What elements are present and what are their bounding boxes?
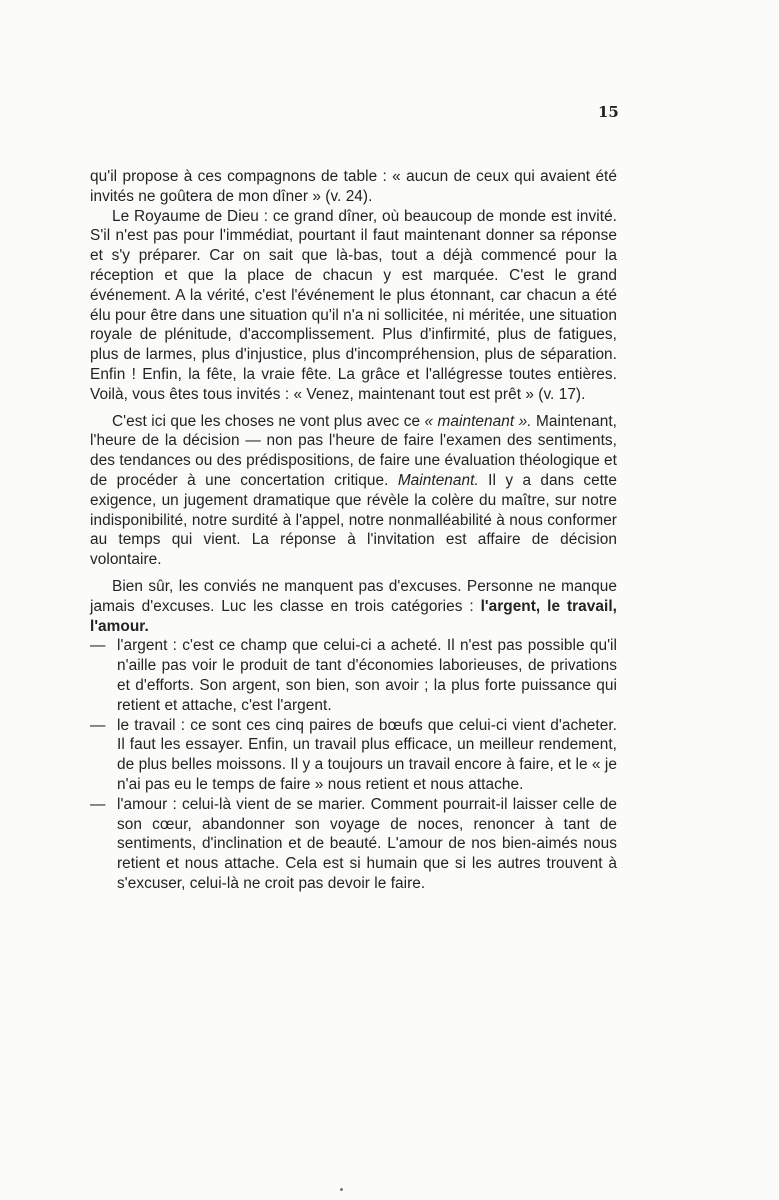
paragraph-1: qu'il propose à ces compagnons de table : « aucun de ceux qui avaient été invités ne goûtera de mon dîner » (v. 24).	[90, 168, 617, 205]
paragraph-4-part-a: Bien sûr, les conviés ne manquent pas d'excuses. Personne ne manque jamais d'excuses. Luc les classe en trois catégories :	[90, 577, 617, 615]
list-item-text: l'amour : celui-là vient de se marier. Comment pourrait-il laisser celle de son cœur, abandonner son voyage de noces, renoncer à tant de sentiments, d'inclination et de beauté. L'amour de nos bien-aimés nous retient et nous attache. Cela est si humain que si les autres trouvent à s'excuser, celui-là ne croit pas devoir le faire.	[117, 795, 617, 892]
list-item-argent	[90, 636, 617, 715]
paragraph-3-part-c: Il y a dans cette exigence, un jugement dramatique que révèle la colère du maître, sur notre indisponibilité, notre surdité à l'appel, notre nonmalléabilité à nous conformer au temps qui vient. La réponse à l'invitation est affaire de décision volontaire.	[90, 471, 617, 569]
paragraph-3-emphasis-1: « maintenant ».	[424, 412, 532, 430]
excuse-list	[90, 636, 617, 893]
paragraph-3-emphasis-2: Maintenant.	[397, 471, 479, 489]
paragraph-3-part-b: Maintenant, l'heure de la décision — non pas l'heure de faire l'examen des sentiments, des tendances ou des prédispositions, de faire une évaluation théologique et de procéder à une concertation critique.	[90, 412, 617, 489]
list-item-amour	[90, 795, 617, 894]
paragraph-2: Le Royaume de Dieu : ce grand dîner, où beaucoup de monde est invité. S'il n'est pas pour l'immédiat, pourtant il faut maintenant donner sa réponse et s'y préparer. Car on sait que là-bas, tout a déjà commencé pour la réception et que la place de chacun y est marquée. C'est le grand événement. A la vérité, c'est l'événement le plus étonnant, car chacun a été élu pour être dans une situation qu'il n'a ni sollicitée, ni méritée, une situation royale de plénitude, d'accomplissement. Plus d'infirmité, plus de fatigues, plus de larmes, plus d'injustice, plus d'incompréhension, plus de séparation. Enfin ! Enfin, la fête, la vraie fête. La grâce et l'allégresse toutes entières. Voilà, vous êtes tous invités : « Venez, maintenant tout est prêt » (v. 17).	[90, 207, 617, 403]
page-number: 15	[598, 103, 619, 121]
list-item-text: le travail : ce sont ces cinq paires de bœufs que celui-ci vient d'acheter. Il faut les essayer. Enfin, un travail plus efficace, un meilleur rendement, de plus belles moissons. Il y a toujours un travail encore à faire, et le « je n'ai pas eu le temps de faire » nous retient et nous attache.	[117, 716, 617, 793]
list-item-travail	[90, 716, 617, 795]
paragraph-3	[90, 412, 617, 570]
body-text	[90, 167, 617, 894]
list-dash: —	[90, 716, 106, 734]
paragraph-3-part-a: C'est ici que les choses ne vont plus avec ce	[112, 412, 425, 430]
paragraph-4-categories: l'argent, le travail, l'amour.	[90, 597, 617, 635]
list-dash: —	[90, 637, 106, 655]
bottom-dot-mark	[340, 1188, 343, 1191]
list-item-text: l'argent : c'est ce champ que celui-ci a acheté. Il n'est pas possible qu'il n'aille pas voir le produit de tant d'économies laborieuses, de privations et d'efforts. Son argent, son bien, son avoir ; la plus forte puissance qui retient et attache, c'est l'argent.	[117, 637, 617, 714]
list-dash: —	[90, 795, 106, 813]
paragraph-4	[90, 577, 617, 636]
